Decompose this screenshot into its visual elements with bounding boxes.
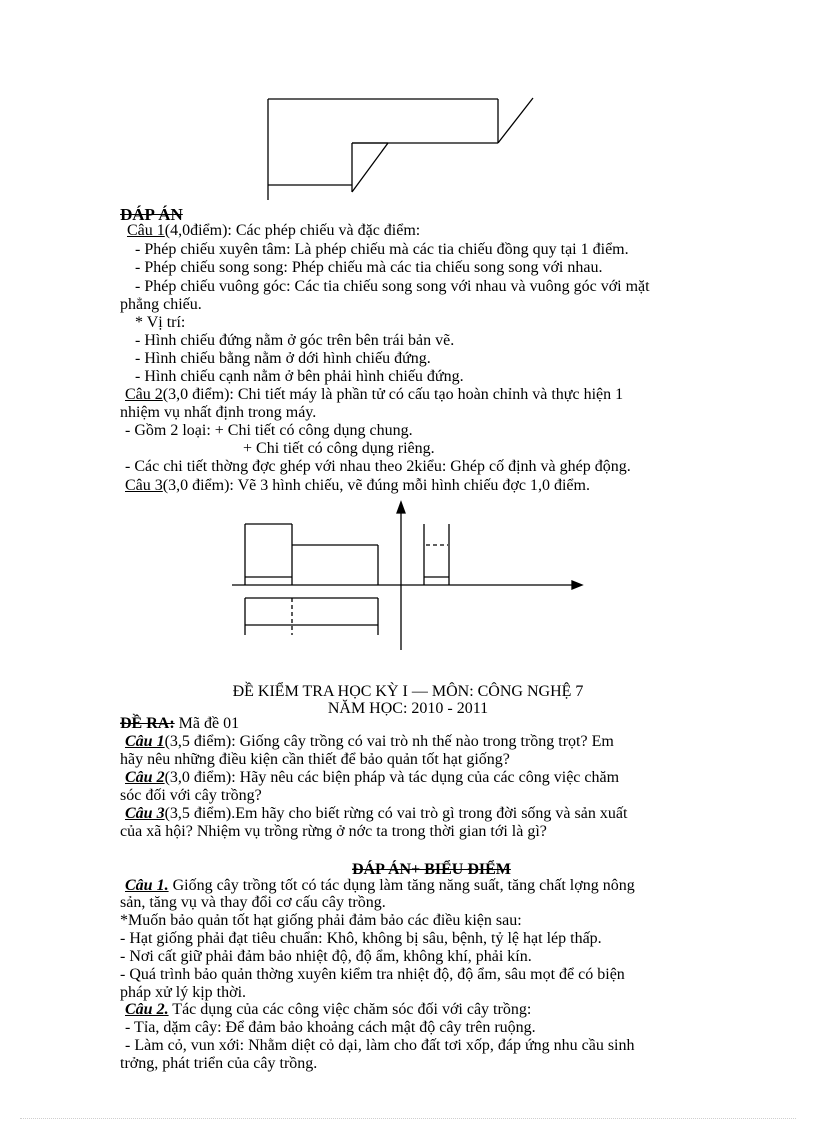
exam-q3-line: (3,5 điểm).Em hãy cho biết rừng có vai trò gì trong đời sống và sản xuất (164, 805, 628, 822)
answer2-q1-line: - Quá trình bảo quản thờng xuyên kiểm tra nhiệt độ, độ ẩm, sâu mọt để có biện (120, 966, 625, 983)
q1-label: Câu 1 (127, 222, 165, 239)
exam-q3-label: Câu 3 (125, 805, 165, 822)
exam-q1-label: Câu 1 (125, 733, 165, 750)
q1-line: - Hình chiếu cạnh nằm ở bên phải hình chiếu đứng. (135, 368, 464, 385)
answer2-q2-line: trởng, phát triển của cây trồng. (120, 1055, 318, 1072)
answer-heading: ĐÁP ÁN (120, 205, 183, 224)
exam-q1 (125, 733, 614, 750)
exam-de-ra (120, 715, 239, 732)
exam-q1-line: (3,5 điểm): Giống cây trồng có vai trò nh thế nào trong trồng trọt? Em (164, 733, 614, 750)
exam-q2 (125, 769, 619, 786)
answer2-q1-line: - Nơi cất giữ phải đảm bảo nhiệt độ, độ ẩm, không khí, phải kín. (120, 948, 532, 965)
answer2-q2 (125, 1001, 531, 1018)
answer2-heading: ĐÁP ÁN+ BIỂU ĐIỂM (352, 861, 511, 878)
q1-line: - Phép chiếu vuông góc: Các tia chiếu song song với nhau và vuông góc với mặt (135, 278, 650, 295)
q1-text: (4,0điểm): Các phép chiếu và đặc điểm: (164, 222, 421, 239)
exam-title: ĐỀ KIỂM TRA HỌC KỲ I — MÔN: CÔNG NGHỆ 7 (232, 683, 584, 700)
q2-line: + Chi tiết có công dụng riêng. (243, 440, 435, 457)
q1-line: - Hình chiếu đứng nằm ở góc trên bên trái bản vẽ. (135, 332, 455, 349)
exam-code: Mã đề 01 (174, 715, 240, 732)
page-bottom-divider (20, 1118, 796, 1119)
answer2-q1-line: pháp xử lý kịp thời. (120, 984, 247, 1001)
answer2-q1-line: - Hạt giống phải đạt tiêu chuẩn: Khô, không bị sâu, bệnh, tỷ lệ hạt lép thấp. (120, 930, 602, 947)
q3-text: (3,0 điểm): Vẽ 3 hình chiếu, vẽ đúng mỗi hình chiếu đợc 1,0 điểm. (162, 477, 590, 494)
answer2-q1 (125, 877, 635, 894)
answer2-q1-line: *Muốn bảo quản tốt hạt giống phải đảm bảo các điều kiện sau: (120, 912, 522, 929)
q1-line: - Phép chiếu song song: Phép chiếu mà các tia chiếu song song với nhau. (135, 259, 603, 276)
q1-line: * Vị trí: (135, 314, 186, 331)
q1-line: - Hình chiếu bằng nằm ở dới hình chiếu đứng. (135, 350, 431, 367)
exam-q3 (125, 805, 627, 822)
exam-q2-line: (3,0 điểm): Hãy nêu các biện pháp và tác dụng của các công việc chăm (164, 769, 620, 786)
q2-text: (3,0 điểm): Chi tiết máy là phần tử có cấu tạo hoàn chỉnh và thực hiện 1 (162, 386, 624, 403)
exam-q1-line: hãy nêu những điều kiện cần thiết để bảo quản tốt hạt giống? (120, 751, 510, 768)
q2-line: - Gồm 2 loại: + Chi tiết có công dụng chung. (125, 422, 413, 439)
exam-q2-line: sóc đối với cây trồng? (120, 787, 262, 804)
q2-line: nhiệm vụ nhất định trong máy. (120, 404, 317, 421)
exam-q3-line: của xã hội? Nhiệm vụ trồng rừng ở nớc ta trong thời gian tới là gì? (120, 823, 547, 840)
q1-line: phẳng chiếu. (120, 296, 202, 313)
q3-label: Câu 3 (125, 477, 163, 494)
q2-line: - Các chi tiết thờng đợc ghép với nhau theo 2kiểu: Ghép cố định và ghép động. (125, 458, 631, 475)
q2-label: Câu 2 (125, 386, 163, 403)
exam-q2-label: Câu 2 (125, 769, 165, 786)
answer2-q2-line: - Tỉa, dặm cây: Để đảm bảo khoảng cách mật độ cây trên ruộng. (125, 1019, 536, 1036)
q1-line: - Phép chiếu xuyên tâm: Là phép chiếu mà các tia chiếu đồng quy tại 1 điểm. (135, 241, 629, 258)
de-ra-label: ĐỀ RA: (120, 715, 175, 732)
answer2-q1-line: sản, tăng vụ và thay đổi cơ cấu cây trồng. (120, 894, 386, 911)
answer2-q1-label: Câu 1. (125, 877, 169, 894)
answer2-q2-line: Tác dụng của các công việc chăm sóc đối với cây trồng: (168, 1001, 532, 1018)
exam-year: NĂM HỌC: 2010 - 2011 (327, 700, 489, 717)
answer2-q2-line: - Làm cỏ, vun xới: Nhằm diệt cỏ dại, làm cho đất tơi xốp, đáp ứng nhu cầu sinh (125, 1037, 635, 1054)
answer2-q2-label: Câu 2. (125, 1001, 169, 1018)
answer2-q1-line: Giống cây trồng tốt có tác dụng làm tăng năng suất, tăng chất lợng nông (168, 877, 635, 894)
